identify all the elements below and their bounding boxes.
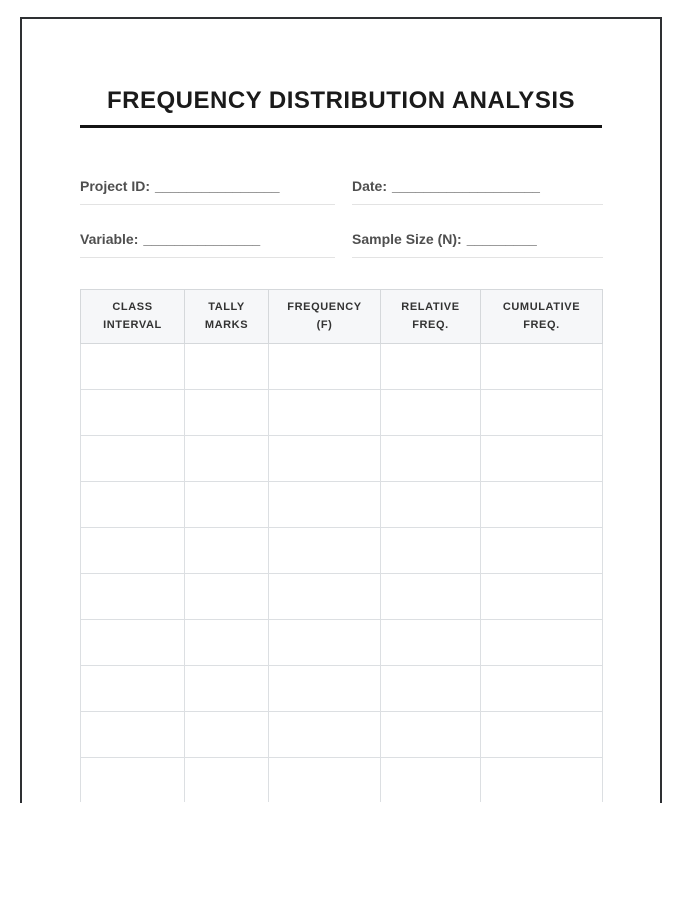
table-cell (81, 758, 185, 803)
table-cell (381, 758, 481, 803)
table-cell (81, 620, 185, 666)
table-cell (269, 436, 381, 482)
table-cell (269, 390, 381, 436)
table-cell (81, 344, 185, 390)
field-project-id-label: Project ID: (80, 178, 151, 194)
table-cell (481, 528, 603, 574)
table-cell (185, 666, 269, 712)
table-cell (185, 528, 269, 574)
table-row (81, 712, 603, 758)
table-cell (481, 620, 603, 666)
page-title: FREQUENCY DISTRIBUTION ANALYSIS (107, 87, 575, 114)
table-cell (381, 666, 481, 712)
table-cell (269, 574, 381, 620)
table-cell (81, 482, 185, 528)
table-cell (81, 390, 185, 436)
table-cell (481, 666, 603, 712)
table-cell (185, 712, 269, 758)
table-row (81, 436, 603, 482)
table-cell (381, 574, 481, 620)
table-cell (81, 574, 185, 620)
table-cell (185, 620, 269, 666)
field-date-blank: ___________________ (392, 178, 540, 194)
table-cell (81, 528, 185, 574)
table-cell (381, 712, 481, 758)
table-cell (269, 666, 381, 712)
table-row (81, 574, 603, 620)
table-cell (381, 528, 481, 574)
table-cell (185, 482, 269, 528)
table-cell (381, 620, 481, 666)
table-cell (481, 344, 603, 390)
table-cell (269, 344, 381, 390)
table-header-row (81, 290, 603, 344)
table-cell (185, 758, 269, 803)
table-cell (481, 482, 603, 528)
table-cell (481, 436, 603, 482)
frequency-table (80, 289, 603, 802)
column-header-4: RELATIVE FREQ. (381, 290, 481, 344)
table-row (81, 758, 603, 803)
table-cell (481, 758, 603, 803)
table-row (81, 482, 603, 528)
table-cell (381, 436, 481, 482)
table-cell (185, 390, 269, 436)
title-underline (80, 125, 602, 128)
field-variable-label: Variable: (80, 231, 139, 247)
field-project-id-blank: ________________ (155, 178, 280, 194)
table-cell (269, 712, 381, 758)
field-sample-size-label: Sample Size (N): (352, 231, 462, 247)
field-sample-size-blank: _________ (466, 231, 537, 247)
column-header-2: TALLY MARKS (185, 290, 269, 344)
field-variable-blank: _______________ (143, 231, 261, 247)
table-cell (481, 390, 603, 436)
table-cell (185, 436, 269, 482)
table-cell (381, 344, 481, 390)
column-header-5: CUMULATIVE FREQ. (481, 290, 603, 344)
field-date (352, 178, 603, 205)
table-cell (381, 482, 481, 528)
table-cell (269, 620, 381, 666)
table-cell (269, 758, 381, 803)
table-cell (81, 712, 185, 758)
column-header-3: FREQUENCY (F) (269, 290, 381, 344)
field-project-id (80, 178, 335, 205)
column-header-1: CLASS INTERVAL (81, 290, 185, 344)
table-cell (269, 482, 381, 528)
table-cell (381, 390, 481, 436)
field-variable (80, 231, 335, 258)
field-sample-size (352, 231, 603, 258)
table-row (81, 344, 603, 390)
table-cell (481, 574, 603, 620)
field-date-label: Date: (352, 178, 388, 194)
table-row (81, 620, 603, 666)
table-cell (185, 574, 269, 620)
table-cell (269, 528, 381, 574)
table-cell (185, 344, 269, 390)
table-row (81, 390, 603, 436)
table-cell (81, 666, 185, 712)
table-row (81, 666, 603, 712)
frequency-table-container (80, 289, 604, 802)
table-cell (81, 436, 185, 482)
table-cell (481, 712, 603, 758)
table-row (81, 528, 603, 574)
